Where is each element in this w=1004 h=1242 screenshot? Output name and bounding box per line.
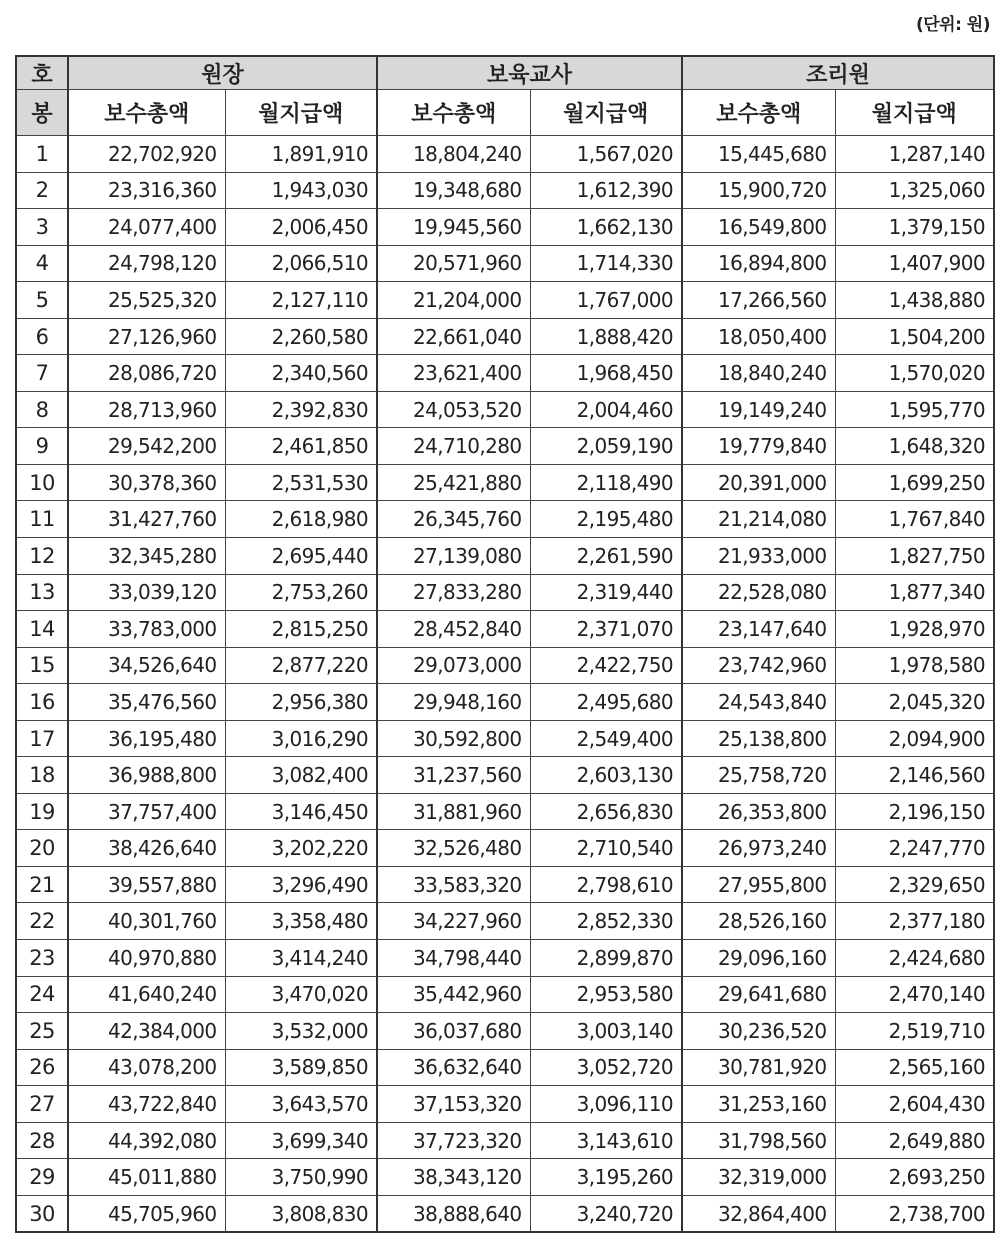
table-row xyxy=(16,136,994,173)
step-cell: 16 xyxy=(16,684,68,721)
table-row xyxy=(16,1086,994,1123)
director-total-cell: 40,301,760 xyxy=(68,903,225,940)
step-cell: 30 xyxy=(16,1195,68,1232)
cook-monthly-cell: 1,407,900 xyxy=(835,245,994,282)
table-row xyxy=(16,866,994,903)
table-body xyxy=(16,136,994,1233)
teacher-total-cell: 33,583,320 xyxy=(377,866,530,903)
teacher-monthly-cell: 2,603,130 xyxy=(530,757,682,794)
step-cell: 20 xyxy=(16,830,68,867)
director-monthly-cell: 2,877,220 xyxy=(225,647,377,684)
cook-total-cell: 26,353,800 xyxy=(682,793,835,830)
step-cell: 15 xyxy=(16,647,68,684)
cook-total-cell: 28,526,160 xyxy=(682,903,835,940)
director-total-cell: 24,077,400 xyxy=(68,209,225,246)
teacher-total-cell: 22,661,040 xyxy=(377,318,530,355)
step-cell: 26 xyxy=(16,1049,68,1086)
step-cell: 8 xyxy=(16,391,68,428)
teacher-monthly-cell: 1,714,330 xyxy=(530,245,682,282)
teacher-monthly-cell: 3,052,720 xyxy=(530,1049,682,1086)
teacher-total-cell: 28,452,840 xyxy=(377,611,530,648)
step-cell: 3 xyxy=(16,209,68,246)
director-total-cell: 45,011,880 xyxy=(68,1159,225,1196)
step-cell: 25 xyxy=(16,1013,68,1050)
director-monthly-cell: 3,470,020 xyxy=(225,976,377,1013)
table-header xyxy=(16,56,994,136)
cook-total-cell: 23,147,640 xyxy=(682,611,835,648)
step-cell: 22 xyxy=(16,903,68,940)
table-row xyxy=(16,355,994,392)
table-row xyxy=(16,976,994,1013)
director-monthly-cell: 2,127,110 xyxy=(225,282,377,319)
director-total-cell: 28,713,960 xyxy=(68,391,225,428)
step-cell: 5 xyxy=(16,282,68,319)
director-monthly-cell: 1,943,030 xyxy=(225,172,377,209)
step-cell: 4 xyxy=(16,245,68,282)
cook-total-cell: 23,742,960 xyxy=(682,647,835,684)
director-total-cell: 28,086,720 xyxy=(68,355,225,392)
step-cell: 29 xyxy=(16,1159,68,1196)
step-header-bottom: 봉 xyxy=(16,90,68,136)
teacher-total-cell: 29,073,000 xyxy=(377,647,530,684)
table-row xyxy=(16,647,994,684)
teacher-monthly-cell: 3,143,610 xyxy=(530,1122,682,1159)
cook-monthly-cell: 2,045,320 xyxy=(835,684,994,721)
teacher-monthly-cell: 2,059,190 xyxy=(530,428,682,465)
cook-monthly-cell: 2,146,560 xyxy=(835,757,994,794)
cook-total-cell: 25,138,800 xyxy=(682,720,835,757)
teacher-monthly-cell: 2,953,580 xyxy=(530,976,682,1013)
teacher-total-cell: 19,945,560 xyxy=(377,209,530,246)
step-cell: 12 xyxy=(16,538,68,575)
director-monthly-cell: 2,392,830 xyxy=(225,391,377,428)
table-row xyxy=(16,501,994,538)
cook-monthly-cell: 1,648,320 xyxy=(835,428,994,465)
step-cell: 6 xyxy=(16,318,68,355)
teacher-monthly-cell: 2,495,680 xyxy=(530,684,682,721)
table-row xyxy=(16,209,994,246)
table-row xyxy=(16,282,994,319)
director-monthly-cell: 2,531,530 xyxy=(225,464,377,501)
cook-total-cell: 24,543,840 xyxy=(682,684,835,721)
cook-total-cell: 31,798,560 xyxy=(682,1122,835,1159)
teacher-total-cell: 34,227,960 xyxy=(377,903,530,940)
director-total-cell: 27,126,960 xyxy=(68,318,225,355)
step-cell: 1 xyxy=(16,136,68,173)
teacher-total-cell: 36,037,680 xyxy=(377,1013,530,1050)
cook-monthly-cell: 1,287,140 xyxy=(835,136,994,173)
director-monthly-cell: 3,358,480 xyxy=(225,903,377,940)
director-total-cell: 43,078,200 xyxy=(68,1049,225,1086)
sub-header-monthly: 월지급액 xyxy=(530,90,682,136)
director-total-cell: 36,195,480 xyxy=(68,720,225,757)
director-total-cell: 42,384,000 xyxy=(68,1013,225,1050)
director-total-cell: 44,392,080 xyxy=(68,1122,225,1159)
table-row xyxy=(16,245,994,282)
cook-total-cell: 25,758,720 xyxy=(682,757,835,794)
cook-monthly-cell: 1,827,750 xyxy=(835,538,994,575)
cook-total-cell: 27,955,800 xyxy=(682,866,835,903)
teacher-total-cell: 29,948,160 xyxy=(377,684,530,721)
teacher-total-cell: 32,526,480 xyxy=(377,830,530,867)
director-total-cell: 43,722,840 xyxy=(68,1086,225,1123)
director-total-cell: 22,702,920 xyxy=(68,136,225,173)
cook-monthly-cell: 2,519,710 xyxy=(835,1013,994,1050)
cook-monthly-cell: 2,604,430 xyxy=(835,1086,994,1123)
director-monthly-cell: 2,006,450 xyxy=(225,209,377,246)
director-total-cell: 45,705,960 xyxy=(68,1195,225,1232)
teacher-total-cell: 38,343,120 xyxy=(377,1159,530,1196)
cook-monthly-cell: 1,504,200 xyxy=(835,318,994,355)
cook-monthly-cell: 1,595,770 xyxy=(835,391,994,428)
table-row xyxy=(16,1122,994,1159)
table-row xyxy=(16,1013,994,1050)
teacher-total-cell: 18,804,240 xyxy=(377,136,530,173)
director-monthly-cell: 3,016,290 xyxy=(225,720,377,757)
sub-header-total: 보수총액 xyxy=(68,90,225,136)
sub-header-monthly: 월지급액 xyxy=(225,90,377,136)
teacher-monthly-cell: 2,798,610 xyxy=(530,866,682,903)
director-monthly-cell: 2,461,850 xyxy=(225,428,377,465)
director-total-cell: 24,798,120 xyxy=(68,245,225,282)
step-cell: 27 xyxy=(16,1086,68,1123)
table-row xyxy=(16,1195,994,1232)
director-monthly-cell: 3,750,990 xyxy=(225,1159,377,1196)
table-row xyxy=(16,1159,994,1196)
cook-monthly-cell: 1,570,020 xyxy=(835,355,994,392)
director-monthly-cell: 3,808,830 xyxy=(225,1195,377,1232)
teacher-total-cell: 20,571,960 xyxy=(377,245,530,282)
cook-monthly-cell: 1,978,580 xyxy=(835,647,994,684)
cook-total-cell: 17,266,560 xyxy=(682,282,835,319)
teacher-monthly-cell: 3,096,110 xyxy=(530,1086,682,1123)
director-monthly-cell: 2,753,260 xyxy=(225,574,377,611)
director-monthly-cell: 3,699,340 xyxy=(225,1122,377,1159)
teacher-total-cell: 23,621,400 xyxy=(377,355,530,392)
cook-total-cell: 32,319,000 xyxy=(682,1159,835,1196)
director-total-cell: 25,525,320 xyxy=(68,282,225,319)
teacher-monthly-cell: 2,899,870 xyxy=(530,940,682,977)
step-cell: 24 xyxy=(16,976,68,1013)
cook-total-cell: 32,864,400 xyxy=(682,1195,835,1232)
table-row xyxy=(16,830,994,867)
cook-monthly-cell: 2,693,250 xyxy=(835,1159,994,1196)
cook-monthly-cell: 2,470,140 xyxy=(835,976,994,1013)
teacher-monthly-cell: 2,195,480 xyxy=(530,501,682,538)
table-row xyxy=(16,318,994,355)
cook-total-cell: 19,149,240 xyxy=(682,391,835,428)
table-row xyxy=(16,172,994,209)
director-total-cell: 34,526,640 xyxy=(68,647,225,684)
cook-monthly-cell: 2,329,650 xyxy=(835,866,994,903)
step-cell: 19 xyxy=(16,793,68,830)
table-row xyxy=(16,903,994,940)
cook-monthly-cell: 2,565,160 xyxy=(835,1049,994,1086)
step-cell: 18 xyxy=(16,757,68,794)
teacher-total-cell: 30,592,800 xyxy=(377,720,530,757)
director-total-cell: 40,970,880 xyxy=(68,940,225,977)
cook-monthly-cell: 2,377,180 xyxy=(835,903,994,940)
table-row xyxy=(16,538,994,575)
cook-monthly-cell: 2,247,770 xyxy=(835,830,994,867)
cook-total-cell: 22,528,080 xyxy=(682,574,835,611)
director-monthly-cell: 3,146,450 xyxy=(225,793,377,830)
cook-total-cell: 21,214,080 xyxy=(682,501,835,538)
teacher-total-cell: 24,710,280 xyxy=(377,428,530,465)
director-total-cell: 30,378,360 xyxy=(68,464,225,501)
table-row xyxy=(16,940,994,977)
teacher-monthly-cell: 2,549,400 xyxy=(530,720,682,757)
teacher-monthly-cell: 2,852,330 xyxy=(530,903,682,940)
teacher-monthly-cell: 1,968,450 xyxy=(530,355,682,392)
sub-header-monthly: 월지급액 xyxy=(835,90,994,136)
cook-total-cell: 30,781,920 xyxy=(682,1049,835,1086)
teacher-monthly-cell: 1,888,420 xyxy=(530,318,682,355)
teacher-total-cell: 26,345,760 xyxy=(377,501,530,538)
director-total-cell: 37,757,400 xyxy=(68,793,225,830)
cook-total-cell: 21,933,000 xyxy=(682,538,835,575)
step-cell: 14 xyxy=(16,611,68,648)
teacher-monthly-cell: 1,767,000 xyxy=(530,282,682,319)
table-row xyxy=(16,428,994,465)
cook-total-cell: 29,641,680 xyxy=(682,976,835,1013)
director-total-cell: 36,988,800 xyxy=(68,757,225,794)
teacher-monthly-cell: 1,662,130 xyxy=(530,209,682,246)
director-monthly-cell: 2,260,580 xyxy=(225,318,377,355)
group-header-teacher: 보육교사 xyxy=(377,56,682,90)
director-monthly-cell: 3,202,220 xyxy=(225,830,377,867)
teacher-monthly-cell: 3,195,260 xyxy=(530,1159,682,1196)
cook-total-cell: 15,445,680 xyxy=(682,136,835,173)
teacher-total-cell: 36,632,640 xyxy=(377,1049,530,1086)
director-monthly-cell: 2,815,250 xyxy=(225,611,377,648)
teacher-monthly-cell: 2,371,070 xyxy=(530,611,682,648)
step-cell: 17 xyxy=(16,720,68,757)
teacher-total-cell: 25,421,880 xyxy=(377,464,530,501)
teacher-monthly-cell: 1,612,390 xyxy=(530,172,682,209)
director-monthly-cell: 3,643,570 xyxy=(225,1086,377,1123)
cook-total-cell: 19,779,840 xyxy=(682,428,835,465)
group-header-director: 원장 xyxy=(68,56,377,90)
table-row xyxy=(16,391,994,428)
group-header-cook: 조리원 xyxy=(682,56,994,90)
teacher-monthly-cell: 2,422,750 xyxy=(530,647,682,684)
step-header-top: 호 xyxy=(16,56,68,90)
director-monthly-cell: 3,082,400 xyxy=(225,757,377,794)
cook-monthly-cell: 1,767,840 xyxy=(835,501,994,538)
cook-monthly-cell: 1,928,970 xyxy=(835,611,994,648)
teacher-total-cell: 37,723,320 xyxy=(377,1122,530,1159)
teacher-total-cell: 27,139,080 xyxy=(377,538,530,575)
cook-monthly-cell: 2,649,880 xyxy=(835,1122,994,1159)
director-monthly-cell: 3,589,850 xyxy=(225,1049,377,1086)
director-total-cell: 23,316,360 xyxy=(68,172,225,209)
table-row xyxy=(16,1049,994,1086)
teacher-total-cell: 19,348,680 xyxy=(377,172,530,209)
director-monthly-cell: 1,891,910 xyxy=(225,136,377,173)
cook-monthly-cell: 2,094,900 xyxy=(835,720,994,757)
table-row xyxy=(16,720,994,757)
step-cell: 10 xyxy=(16,464,68,501)
salary-table xyxy=(15,55,995,1233)
cook-monthly-cell: 1,379,150 xyxy=(835,209,994,246)
teacher-total-cell: 31,881,960 xyxy=(377,793,530,830)
cook-total-cell: 16,549,800 xyxy=(682,209,835,246)
director-total-cell: 33,783,000 xyxy=(68,611,225,648)
teacher-total-cell: 37,153,320 xyxy=(377,1086,530,1123)
cook-monthly-cell: 1,699,250 xyxy=(835,464,994,501)
teacher-total-cell: 31,237,560 xyxy=(377,757,530,794)
director-total-cell: 38,426,640 xyxy=(68,830,225,867)
director-monthly-cell: 2,695,440 xyxy=(225,538,377,575)
cook-total-cell: 30,236,520 xyxy=(682,1013,835,1050)
teacher-total-cell: 34,798,440 xyxy=(377,940,530,977)
cook-monthly-cell: 1,325,060 xyxy=(835,172,994,209)
director-total-cell: 35,476,560 xyxy=(68,684,225,721)
teacher-monthly-cell: 2,710,540 xyxy=(530,830,682,867)
cook-total-cell: 26,973,240 xyxy=(682,830,835,867)
director-monthly-cell: 3,296,490 xyxy=(225,866,377,903)
director-total-cell: 31,427,760 xyxy=(68,501,225,538)
teacher-monthly-cell: 2,261,590 xyxy=(530,538,682,575)
table-row xyxy=(16,611,994,648)
teacher-total-cell: 24,053,520 xyxy=(377,391,530,428)
director-monthly-cell: 3,414,240 xyxy=(225,940,377,977)
director-monthly-cell: 2,066,510 xyxy=(225,245,377,282)
cook-total-cell: 15,900,720 xyxy=(682,172,835,209)
director-total-cell: 41,640,240 xyxy=(68,976,225,1013)
director-total-cell: 29,542,200 xyxy=(68,428,225,465)
director-monthly-cell: 2,956,380 xyxy=(225,684,377,721)
teacher-total-cell: 35,442,960 xyxy=(377,976,530,1013)
director-monthly-cell: 3,532,000 xyxy=(225,1013,377,1050)
cook-monthly-cell: 2,738,700 xyxy=(835,1195,994,1232)
cook-monthly-cell: 1,438,880 xyxy=(835,282,994,319)
cook-total-cell: 31,253,160 xyxy=(682,1086,835,1123)
teacher-total-cell: 21,204,000 xyxy=(377,282,530,319)
cook-total-cell: 18,840,240 xyxy=(682,355,835,392)
cook-monthly-cell: 2,196,150 xyxy=(835,793,994,830)
teacher-monthly-cell: 2,118,490 xyxy=(530,464,682,501)
cook-monthly-cell: 1,877,340 xyxy=(835,574,994,611)
director-total-cell: 39,557,880 xyxy=(68,866,225,903)
cook-total-cell: 16,894,800 xyxy=(682,245,835,282)
teacher-monthly-cell: 3,240,720 xyxy=(530,1195,682,1232)
cook-total-cell: 20,391,000 xyxy=(682,464,835,501)
teacher-monthly-cell: 3,003,140 xyxy=(530,1013,682,1050)
director-monthly-cell: 2,618,980 xyxy=(225,501,377,538)
cook-total-cell: 29,096,160 xyxy=(682,940,835,977)
director-total-cell: 33,039,120 xyxy=(68,574,225,611)
cook-total-cell: 18,050,400 xyxy=(682,318,835,355)
step-cell: 11 xyxy=(16,501,68,538)
teacher-monthly-cell: 2,004,460 xyxy=(530,391,682,428)
teacher-total-cell: 27,833,280 xyxy=(377,574,530,611)
teacher-monthly-cell: 2,656,830 xyxy=(530,793,682,830)
step-cell: 28 xyxy=(16,1122,68,1159)
step-cell: 23 xyxy=(16,940,68,977)
step-cell: 7 xyxy=(16,355,68,392)
step-cell: 21 xyxy=(16,866,68,903)
table-row xyxy=(16,684,994,721)
director-total-cell: 32,345,280 xyxy=(68,538,225,575)
step-cell: 2 xyxy=(16,172,68,209)
teacher-total-cell: 38,888,640 xyxy=(377,1195,530,1232)
sub-header-total: 보수총액 xyxy=(377,90,530,136)
step-cell: 13 xyxy=(16,574,68,611)
director-monthly-cell: 2,340,560 xyxy=(225,355,377,392)
table-row xyxy=(16,793,994,830)
teacher-monthly-cell: 2,319,440 xyxy=(530,574,682,611)
unit-note: (단위: 원) xyxy=(915,15,990,35)
step-cell: 9 xyxy=(16,428,68,465)
teacher-monthly-cell: 1,567,020 xyxy=(530,136,682,173)
sub-header-total: 보수총액 xyxy=(682,90,835,136)
cook-monthly-cell: 2,424,680 xyxy=(835,940,994,977)
table-row xyxy=(16,574,994,611)
table-row xyxy=(16,464,994,501)
table-row xyxy=(16,757,994,794)
